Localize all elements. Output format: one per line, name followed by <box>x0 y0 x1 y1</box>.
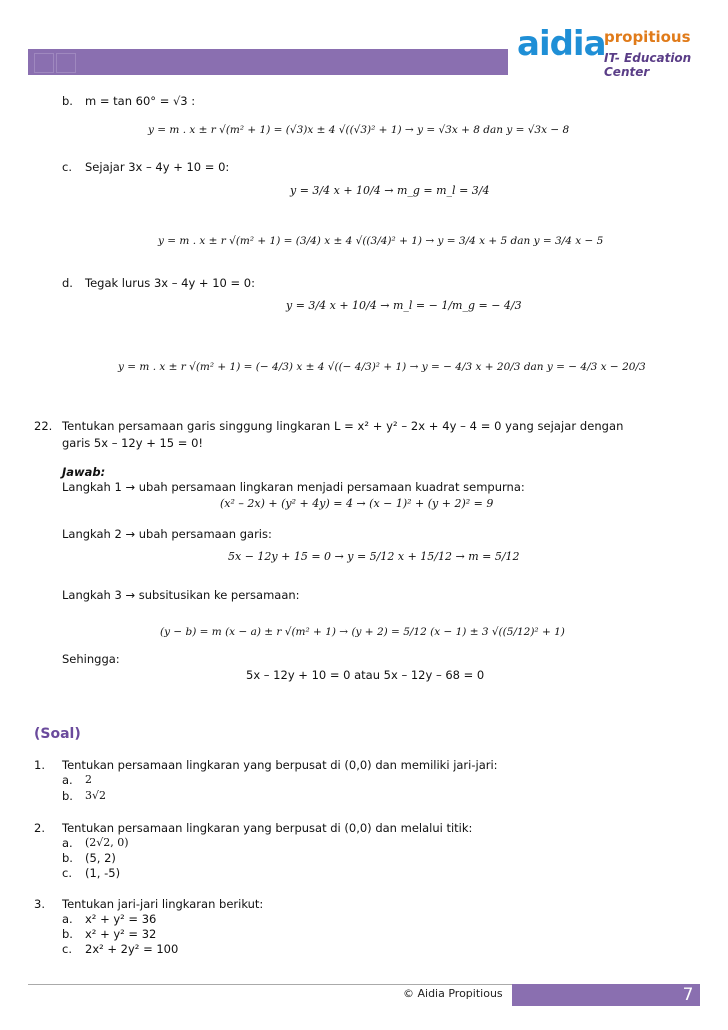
soal-1-option-b-label: b. <box>62 789 73 803</box>
item-b-label: b. <box>62 94 73 108</box>
item-d-label: d. <box>62 276 73 290</box>
question-22-text-line1: Tentukan persamaan garis singgung lingkaran L = x² + y² – 2x + 4y – 4 = 0 yang sejajar dengan <box>62 419 624 433</box>
soal-3-option-b-label: b. <box>62 927 73 941</box>
step-2-equation: 5x − 12y + 15 = 0 → y = 5/12 x + 15/12 → m = 5/12 <box>228 550 520 563</box>
item-d-text: Tegak lurus 3x – 4y + 10 = 0: <box>85 276 255 290</box>
step-1-equation: (x² – 2x) + (y² + 4y) = 4 → (x − 1)² + (y + 2)² = 9 <box>220 497 494 510</box>
logo-aidia: aidia <box>517 24 606 64</box>
soal-1-option-b-text: 3√2 <box>85 789 107 802</box>
item-d-equation-2: y = m . x ± r √(m² + 1) = (− 4/3) x ± 4 √((− 4/3)² + 1) → y = − 4/3 x + 20/3 dan y = − 4/3 x − 20/3 <box>118 361 646 373</box>
soal-2-option-b-text: (5, 2) <box>85 851 116 865</box>
soal-1-number: 1. <box>34 758 45 772</box>
soal-3-number: 3. <box>34 897 45 911</box>
conclusion-label: Sehingga: <box>62 652 120 666</box>
item-c-equation-1: y = 3/4 x + 10/4 → m_g = m_l = 3/4 <box>290 184 490 197</box>
soal-2-option-a-label: a. <box>62 836 73 850</box>
soal-2-option-c-text: (1, -5) <box>85 866 121 880</box>
item-b-text: m = tan 60° = √3 : <box>85 94 196 108</box>
logo-propitious: propitious <box>604 28 691 46</box>
soal-3-option-c-text: 2x² + 2y² = 100 <box>85 942 179 956</box>
page-number: 7 <box>682 985 694 1005</box>
question-22-number: 22. <box>34 419 53 433</box>
soal-3-option-b-text: x² + y² = 32 <box>85 927 157 941</box>
step-2-text: Langkah 2 → ubah persamaan garis: <box>62 527 272 541</box>
soal-3-text: Tentukan jari-jari lingkaran berikut: <box>62 897 264 911</box>
header-bar <box>28 49 508 75</box>
step-1-text: Langkah 1 → ubah persamaan lingkaran menjadi persamaan kuadrat sempurna: <box>62 480 525 494</box>
header-square-decoration <box>34 53 54 73</box>
header-square-decoration <box>56 53 76 73</box>
item-b-equation: y = m . x ± r √(m² + 1) = (√3)x ± 4 √((√3)² + 1) → y = √3x + 8 dan y = √3x − 8 <box>148 124 570 136</box>
soal-2-option-c-label: c. <box>62 866 72 880</box>
soal-2-option-a-text: (2√2, 0) <box>85 836 129 849</box>
answer-heading: Jawab: <box>62 465 106 479</box>
item-d-equation-1: y = 3/4 x + 10/4 → m_l = − 1/m_g = − 4/3 <box>286 299 522 312</box>
soal-3-option-a-text: x² + y² = 36 <box>85 912 157 926</box>
question-22-text-line2: garis 5x – 12y + 15 = 0! <box>62 436 203 450</box>
item-c-label: c. <box>62 160 72 174</box>
step-3-text: Langkah 3 → subsitusikan ke persamaan: <box>62 588 300 602</box>
item-c-equation-2: y = m . x ± r √(m² + 1) = (3/4) x ± 4 √((3/4)² + 1) → y = 3/4 x + 5 dan y = 3/4 x − 5 <box>158 235 604 247</box>
soal-1-option-a-label: a. <box>62 773 73 787</box>
soal-2-option-b-label: b. <box>62 851 73 865</box>
soal-2-number: 2. <box>34 821 45 835</box>
item-c-text: Sejajar 3x – 4y + 10 = 0: <box>85 160 230 174</box>
soal-3-option-a-label: a. <box>62 912 73 926</box>
soal-3-option-c-label: c. <box>62 942 72 956</box>
step-3-equation: (y − b) = m (x − a) ± r √(m² + 1) → (y + 2) = 5/12 (x − 1) ± 3 √((5/12)² + 1) <box>160 626 565 638</box>
soal-1-text: Tentukan persamaan lingkaran yang berpusat di (0,0) dan memiliki jari-jari: <box>62 758 498 772</box>
logo-tagline: IT- Education Center <box>604 51 692 79</box>
conclusion-result: 5x – 12y + 10 = 0 atau 5x – 12y – 68 = 0 <box>246 668 485 682</box>
soal-2-text: Tentukan persamaan lingkaran yang berpusat di (0,0) dan melalui titik: <box>62 821 473 835</box>
footer-bar <box>512 984 700 1006</box>
footer-copyright: © Aidia Propitious <box>403 987 503 1000</box>
soal-1-option-a-text: 2 <box>85 773 92 786</box>
soal-section-title: (Soal) <box>34 726 81 742</box>
